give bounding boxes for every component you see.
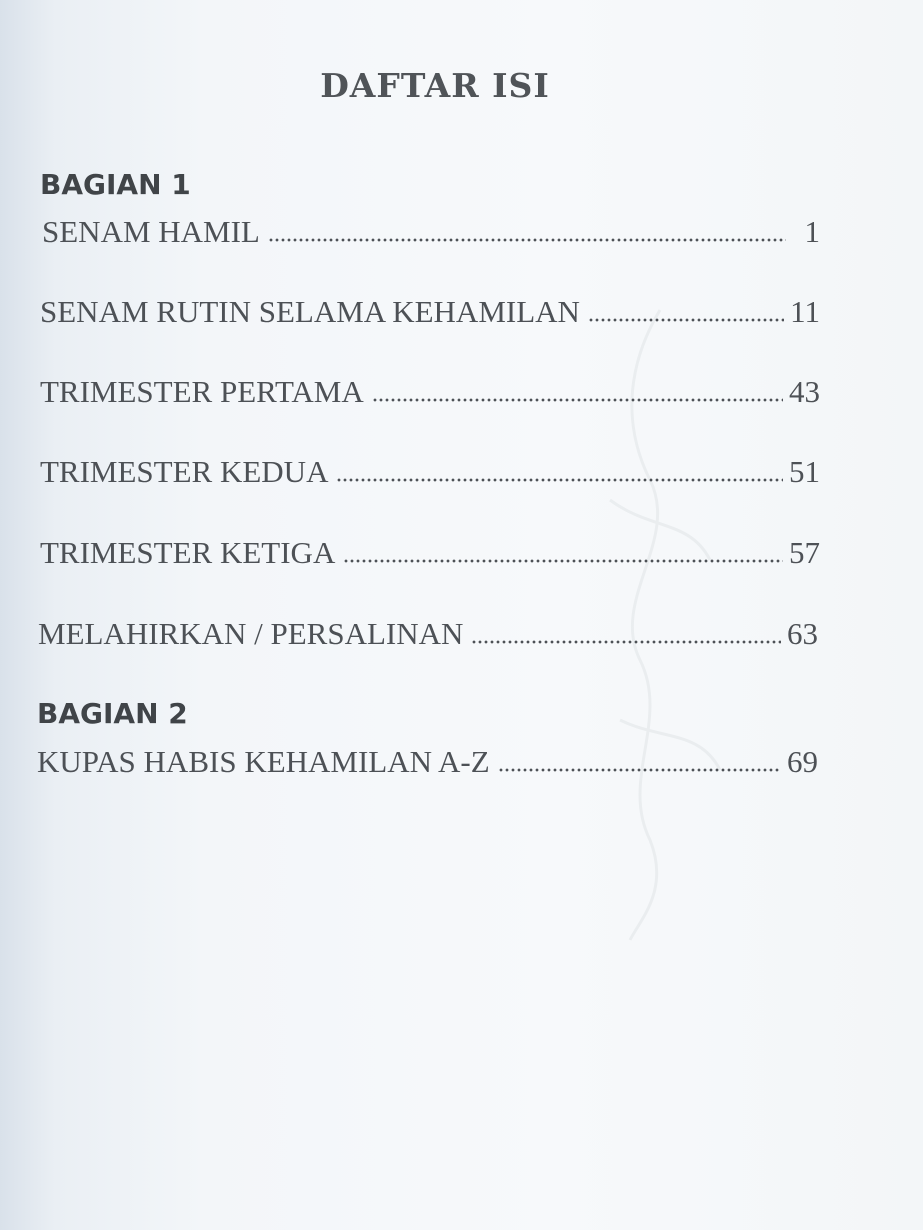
dot-leader [268,236,786,244]
toc-entry-page: 43 [789,374,820,409]
toc-entry-title: SENAM RUTIN SELAMA KEHAMILAN [40,294,580,329]
toc-entry-page: 11 [790,294,820,329]
dot-leader [336,476,783,484]
toc-entry-title: SENAM HAMIL [42,214,260,249]
toc-entry-title: TRIMESTER PERTAMA [40,374,364,409]
toc-entry-title: TRIMESTER KEDUA [40,454,329,489]
dot-leader [588,316,784,324]
toc-entry-trimester-pertama[interactable] [40,366,820,410]
dot-leader [498,766,781,774]
toc-entry-trimester-ketiga[interactable] [40,527,820,571]
dot-leader [343,557,783,565]
page-title: DAFTAR ISI [320,66,550,105]
section-heading-bagian-2: BAGIAN 2 [37,697,188,730]
toc-entry-page: 51 [789,454,820,489]
toc-entry-page: 1 [804,214,820,249]
toc-entry-senam-rutin[interactable] [40,286,820,330]
toc-entry-title: MELAHIRKAN / PERSALINAN [38,616,464,651]
toc-entry-title: TRIMESTER KETIGA [40,535,336,570]
toc-entry-kupas-habis[interactable] [37,736,818,780]
toc-entry-page: 63 [787,616,818,651]
toc-entry-title: KUPAS HABIS KEHAMILAN A-Z [37,744,490,779]
toc-entry-senam-hamil[interactable] [42,206,820,250]
toc-entry-page: 57 [789,535,820,570]
dot-leader [372,396,783,404]
toc-entry-melahirkan[interactable] [38,608,818,652]
dot-leader [471,638,781,646]
section-heading-bagian-1: BAGIAN 1 [40,168,191,201]
toc-entry-page: 69 [787,744,818,779]
toc-entry-trimester-kedua[interactable] [40,446,820,490]
